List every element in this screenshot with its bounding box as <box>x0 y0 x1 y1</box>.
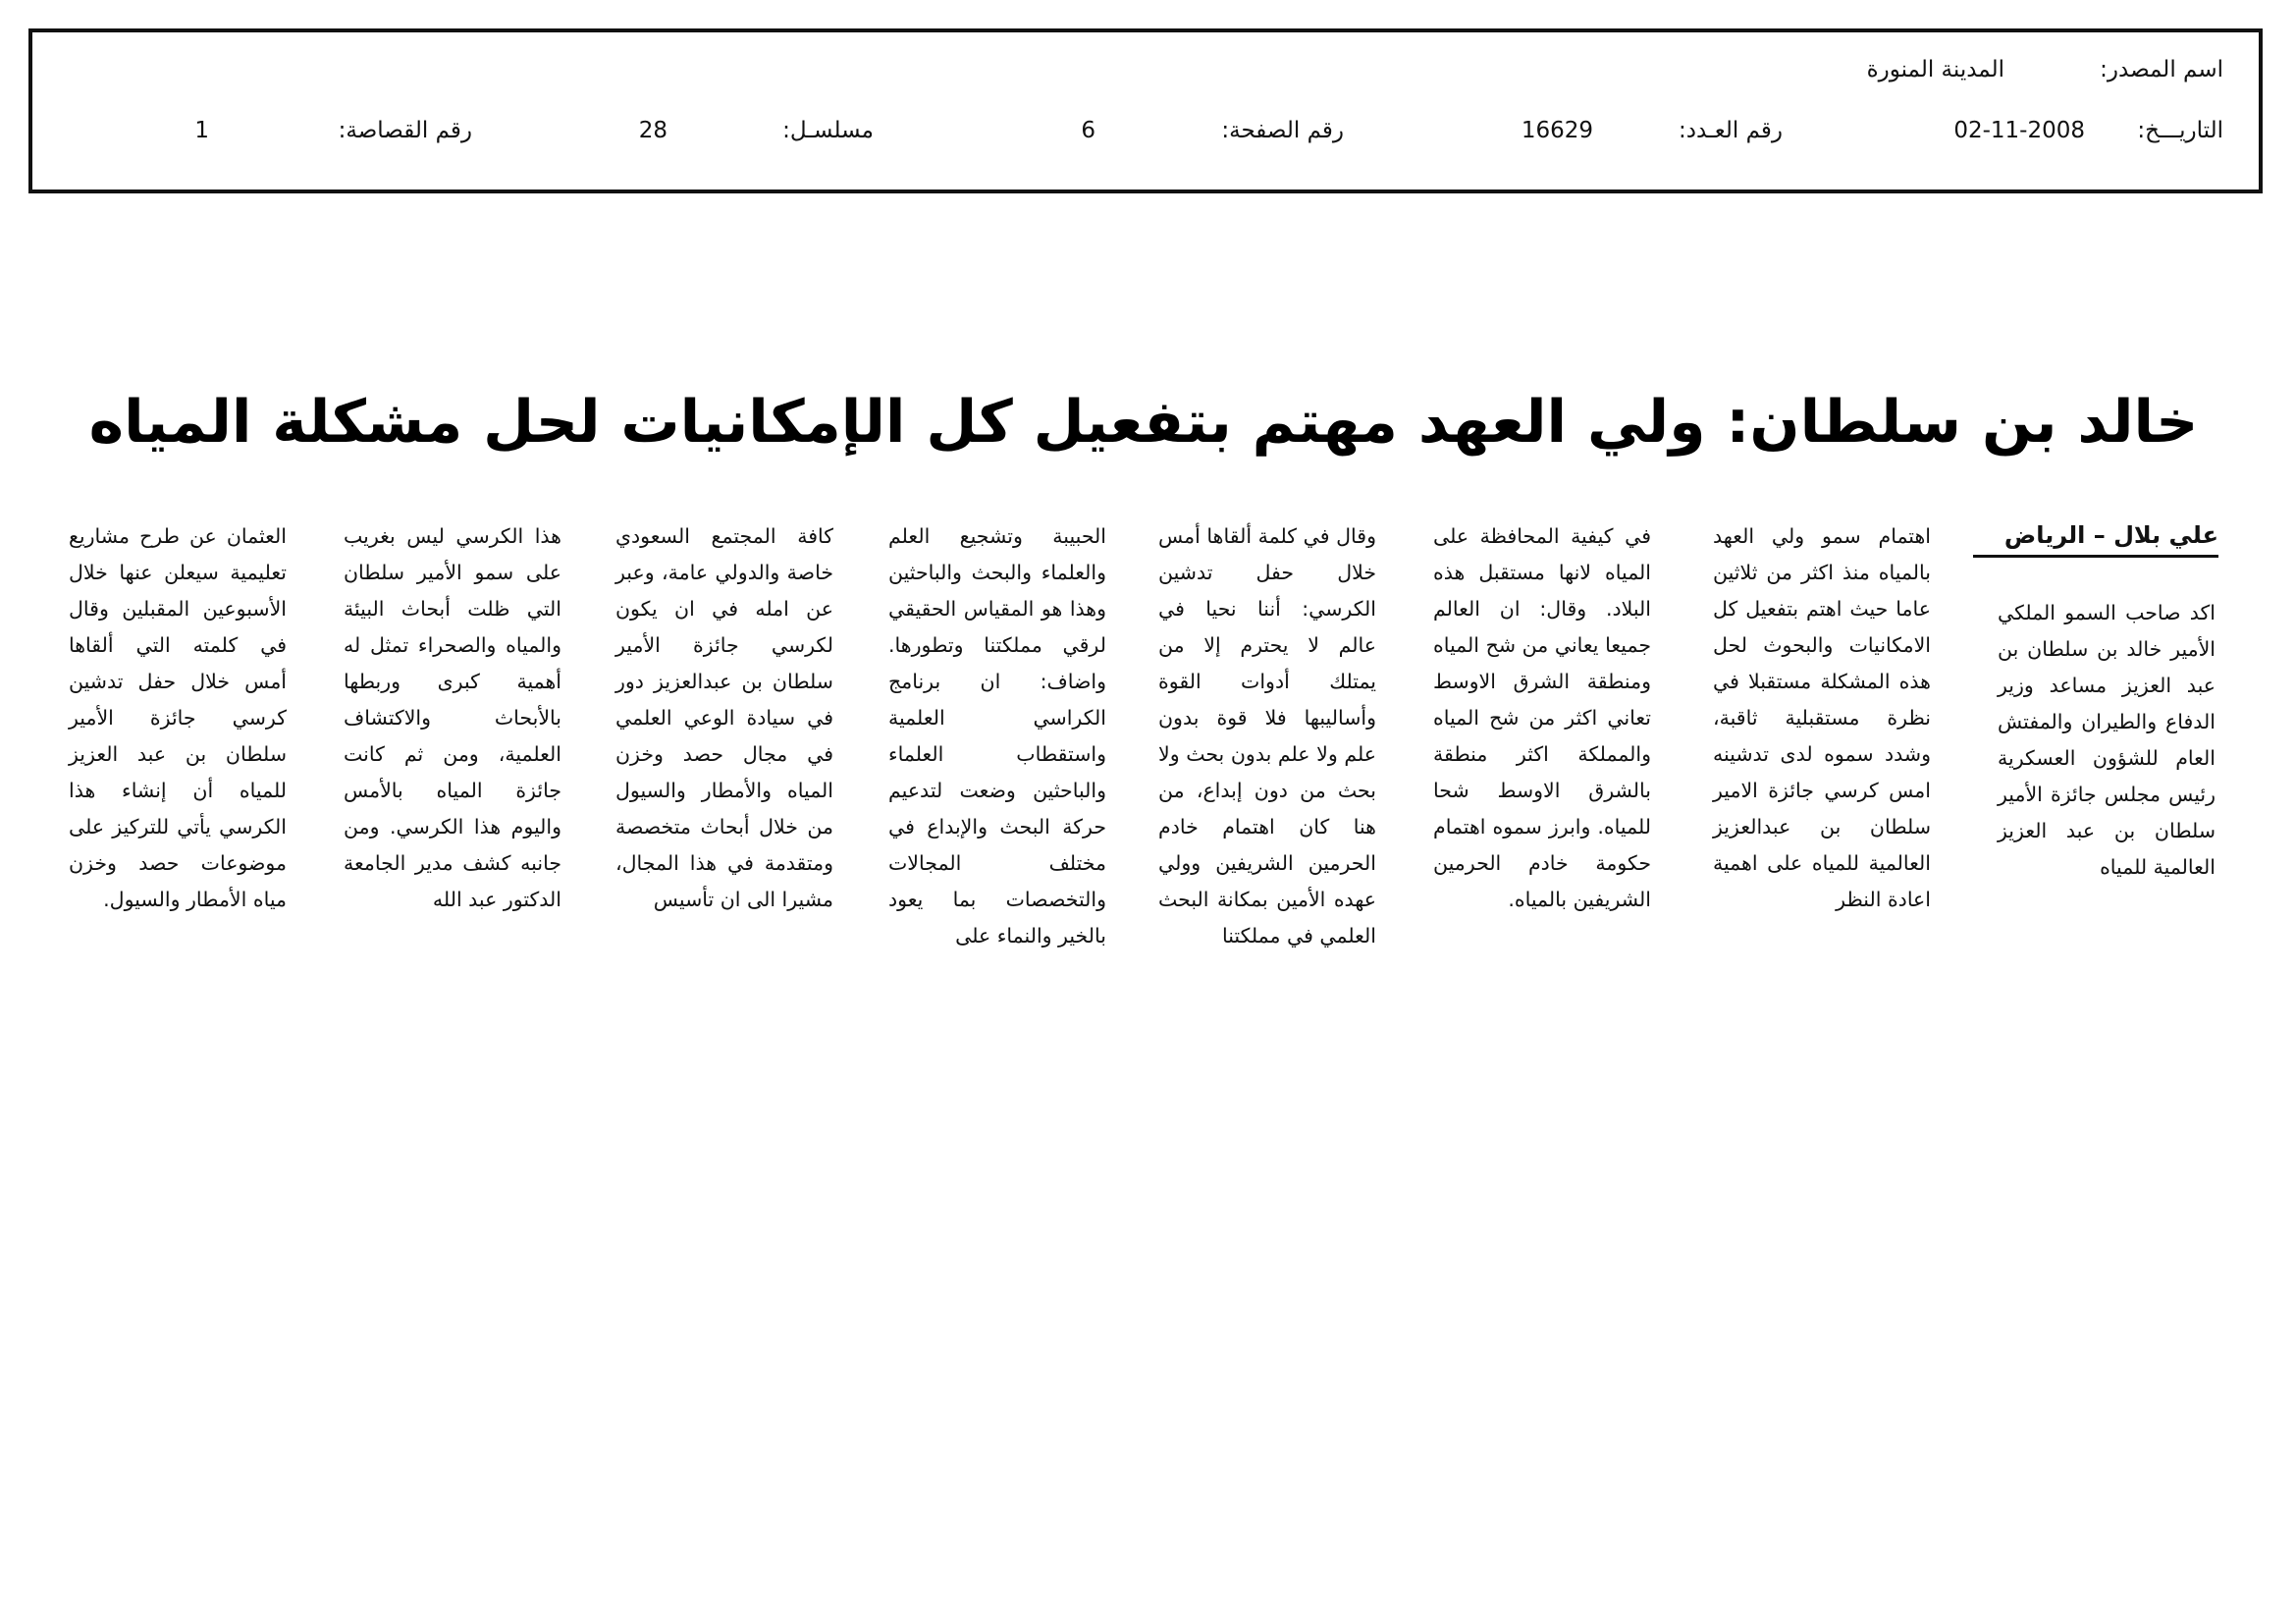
article-column-6: كافة المجتمع السعودي خاصة والدولي عامة، وعبر عن امله في ان يكون لكرسي جائزة الأمير سلطان بن عبدالعزيز دور في سيادة الوعي العلمي في مجال حصد وخزن المياه والأمطار والسيول من خلال أبحاث متخصصة ومتقدمة في هذا المجال، مشيرا الى ان تأسيس <box>615 524 833 911</box>
clip-label: رقم القصاصة: <box>338 118 472 143</box>
issue-value: 16629 <box>1521 118 1593 143</box>
source-label: اسم المصدر: <box>2100 57 2223 82</box>
date-label: التاريـــخ: <box>2137 118 2223 143</box>
source-value: المدينة المنورة <box>1866 57 2004 82</box>
article-column-5: الحبيبة وتشجيع العلم والعلماء والبحث والباحثين وهذا هو المقياس الحقيقي لرقي مملكتنا وتطورها. واضاف: ان برنامج الكراسي العلمية واستقطاب العلماء والباحثين وضعت لتدعيم حركة البحث والإبداع في مختلف المجالات والتخصصات بما يعود بالخير والنماء على <box>888 524 1106 947</box>
clip-value: 1 <box>194 118 209 143</box>
article-byline: علي بلال – الرياض <box>1973 521 2218 558</box>
serial-value: 28 <box>638 118 667 143</box>
page-label: رقم الصفحة: <box>1221 118 1344 143</box>
clipping-metadata-box <box>28 28 2263 193</box>
issue-label: رقم العـدد: <box>1678 118 1783 143</box>
article-column-2: اهتمام سمو ولي العهد بالمياه منذ اكثر من ثلاثين عاما حيث اهتم بتفعيل كل الامكانيات والبحوث لحل هذه المشكلة مستقبلا في نظرة مستقبلية ثاقبة، وشدد سموه لدى تدشينه امس كرسي جائزة الامير سلطان بن عبدالعزيز العالمية للمياه على اهمية اعادة النظر <box>1713 524 1931 911</box>
article-headline: خالد بن سلطان: ولي العهد مهتم بتفعيل كل الإمكانيات لحل مشكلة المياه <box>88 388 2199 457</box>
article-column-4: وقال في كلمة ألقاها أمس خلال حفل تدشين الكرسي: أننا نحيا في عالم لا يحترم إلا من يمتلك أدوات القوة وأساليبها فلا قوة بدون علم ولا علم بدون بحث ولا بحث من دون إبداع، من هنا كان اهتمام خادم الحرمين الشريفين وولي عهده الأمين بمكانة البحث العلمي في مملكتنا <box>1158 524 1376 947</box>
article-column-3: في كيفية المحافظة على المياه لانها مستقبل هذه البلاد. وقال: ان العالم جميعا يعاني من شح المياه ومنطقة الشرق الاوسط تعاني اكثر من شح المياه والمملكة اكثر منطقة بالشرق الاوسط شحا للمياه. وابرز سموه اهتمام حكومة خادم الحرمين الشريفين بالمياه. <box>1433 524 1651 911</box>
article-column-7: هذا الكرسي ليس بغريب على سمو الأمير سلطان التي ظلت أبحاث البيئة والمياه والصحراء تمثل له أهمية كبرى وربطها بالأبحاث والاكتشاف العلمية، ومن ثم كانت جائزة المياه بالأمس واليوم هذا الكرسي. ومن جانبه كشف مدير الجامعة الدكتور عبد الله <box>344 524 561 911</box>
serial-label: مسلسـل: <box>782 118 874 143</box>
page-value: 6 <box>1081 118 1095 143</box>
date-value: 02-11-2008 <box>1953 118 2085 143</box>
article-column-1: اكد صاحب السمو الملكي الأمير خالد بن سلطان بن عبد العزيز مساعد وزير الدفاع والطيران والمفتش العام للشؤون العسكرية رئيس مجلس جائزة الأمير سلطان بن عبد العزيز العالمية للمياه <box>1998 601 2216 879</box>
article-column-8: العثمان عن طرح مشاريع تعليمية سيعلن عنها خلال الأسبوعين المقبلين وقال في كلمته التي ألقاها أمس خلال حفل تدشين كرسي جائزة الأمير سلطان بن عبد العزيز للمياه أن إنشاء هذا الكرسي يأتي للتركيز على موضوعات حصد وخزن مياه الأمطار والسيول. <box>69 524 287 911</box>
